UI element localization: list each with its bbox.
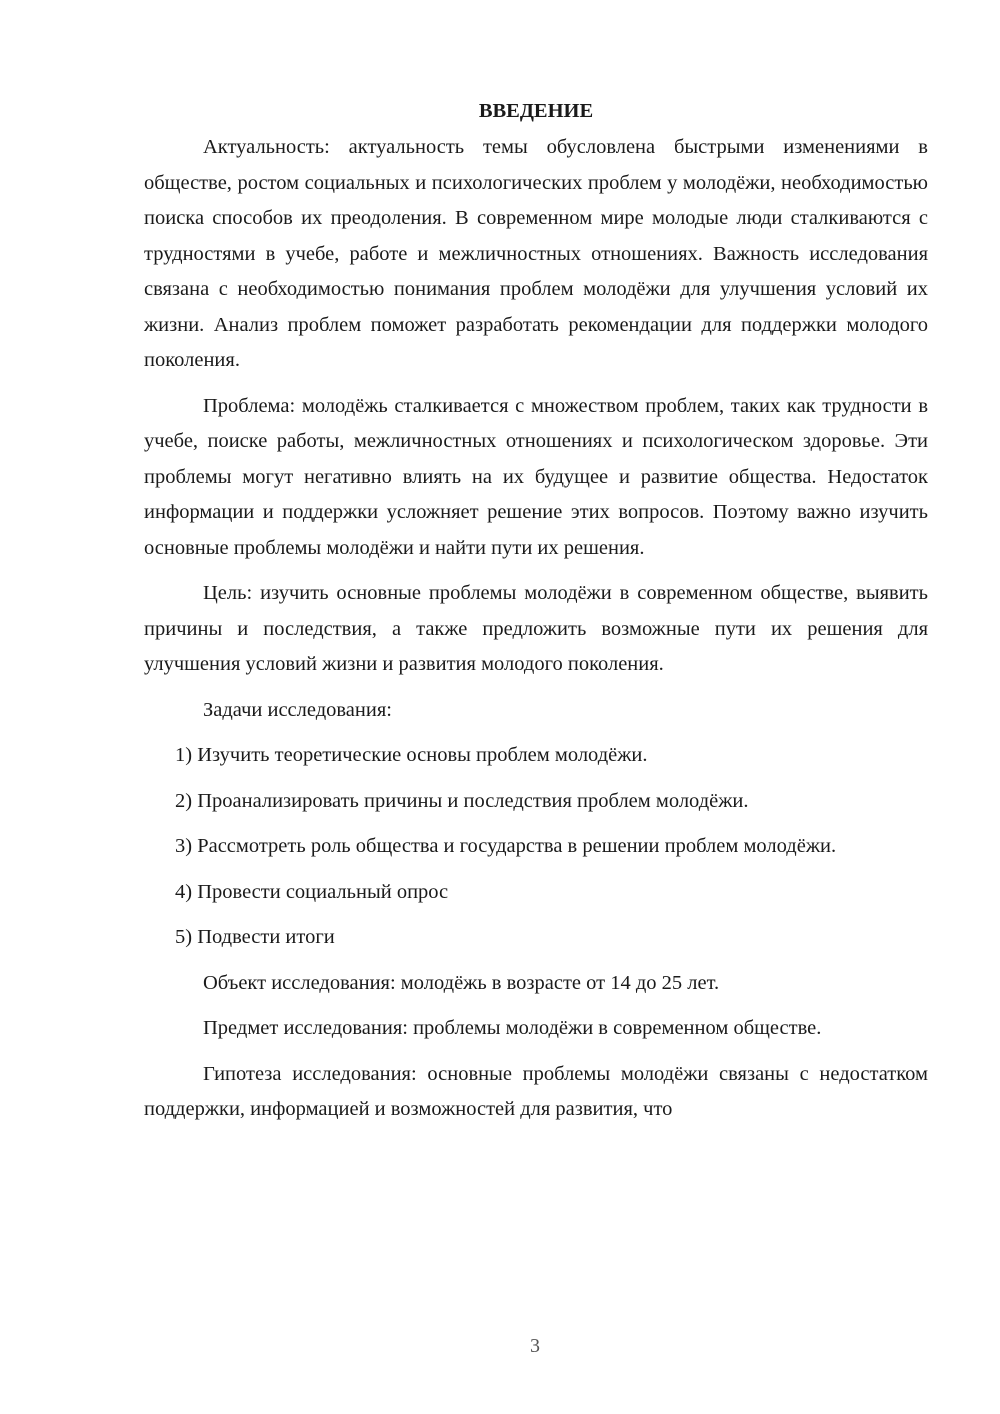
- object-paragraph: Объект исследования: молодёжь в возрасте от 14 до 25 лет.: [203, 971, 720, 994]
- task-item-4: 4) Провести социальный опрос: [175, 880, 449, 903]
- problem-paragraph: Проблема: молодёжь сталкивается с множеством проблем, таких как трудности в учебе, поиске работы, межличностных отношениях и психологическом здоровье. Эти проблемы могут негативно влиять на их будущее и развитие общества. Недостаток информации и поддержки усложняет решение этих вопросов. Поэтому важно изучить основные проблемы молодёжи и найти пути их решения.: [144, 394, 928, 559]
- tasks-heading: Задачи исследования:: [203, 698, 392, 721]
- relevance-paragraph: Актуальность: актуальность темы обусловлена быстрыми изменениями в обществе, ростом социальных и психологических проблем у молодёжи, необходимостью поиска способов их преодоления. В современном мире молодые люди сталкиваются с трудностями в учебе, работе и межличностных отношениях. Важность исследования связана с необходимостью понимания проблем молодёжи для улучшения условий их жизни. Анализ проблем поможет разработать рекомендации для поддержки молодого поколения.: [144, 136, 928, 371]
- hypothesis-paragraph: Гипотеза исследования: основные проблемы молодёжи связаны с недостатком поддержки, информацией и возможностей для развития, что: [144, 1062, 928, 1120]
- task-item-5: 5) Подвести итоги: [175, 926, 335, 948]
- subject-paragraph: Предмет исследования: проблемы молодёжи в современном обществе.: [203, 1017, 822, 1039]
- page-number: 3: [530, 1335, 540, 1357]
- task-item-3: 3) Рассмотреть роль общества и государства в решении проблем молодёжи.: [175, 835, 837, 857]
- section-title: ВВЕДЕНИЕ: [478, 100, 594, 122]
- goal-paragraph: Цель: изучить основные проблемы молодёжи в современном обществе, выявить причины и последствия, а также предложить возможные пути их решения для улучшения условий жизни и развития молодого поколения.: [144, 582, 928, 675]
- task-item-1: 1) Изучить теоретические основы проблем молодёжи.: [175, 744, 648, 766]
- task-item-2: 2) Проанализировать причины и последствия проблем молодёжи.: [175, 789, 749, 812]
- page-content: [144, 96, 928, 1128]
